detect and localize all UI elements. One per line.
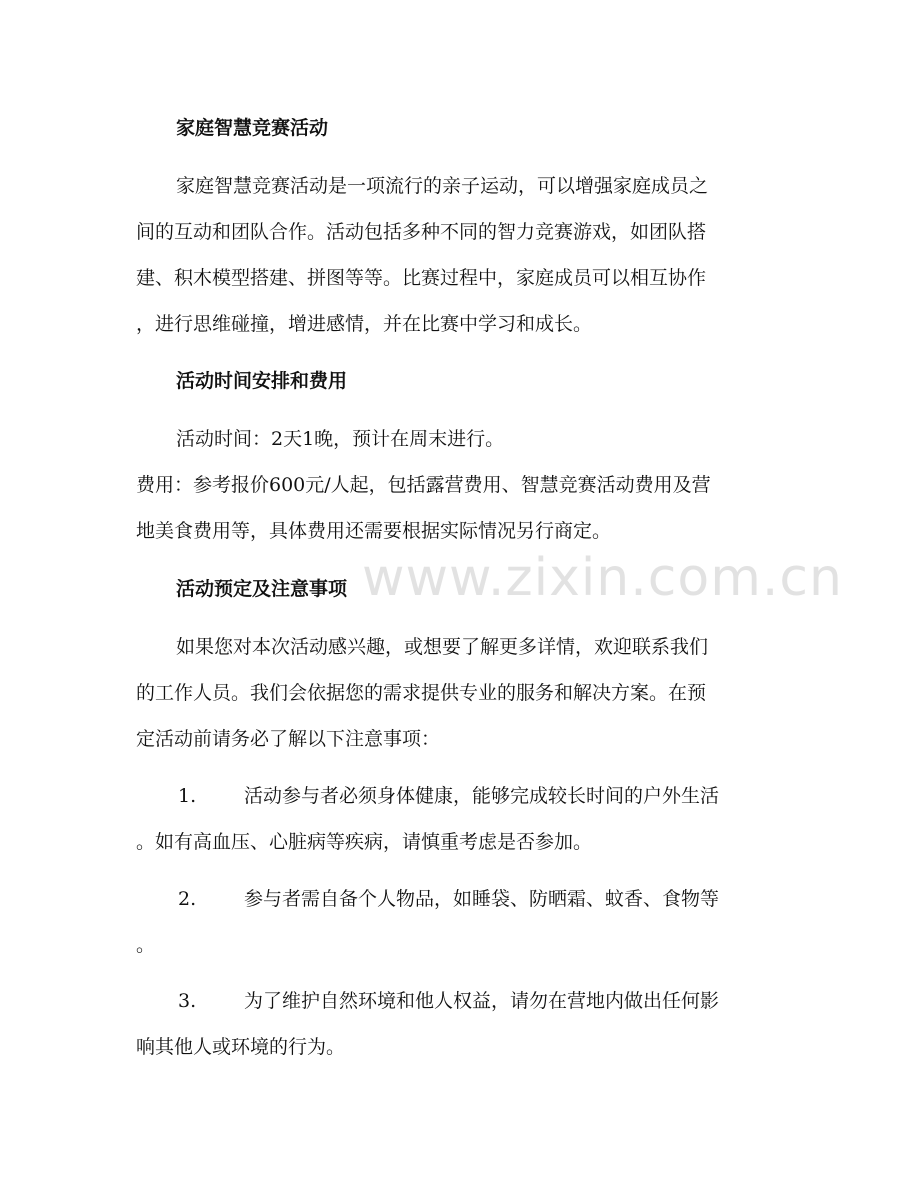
list-item [136, 876, 776, 968]
list-item-number: 2. [178, 888, 197, 910]
booking-paragraph: 如果您对本次活动感兴趣，或想要了解更多详情，欢迎联系我们 的工作人员。我们会依据您的需求提供专业的服务和解决方案。在预 定活动前请务必了解以下注意事项： [136, 636, 709, 750]
fee-paragraph: 费用：参考报价600元/人起，包括露营费用、智慧竞赛活动费用及营 地美食费用等，具体费用还需要根据实际情况另行商定。 [136, 474, 711, 542]
list-item-number: 3. [178, 990, 197, 1012]
list-item [136, 773, 776, 865]
section-heading-competition: 家庭智慧竞赛活动 [176, 117, 329, 139]
schedule-time-line: 活动时间：2天1晚，预计在周末进行。 [176, 428, 505, 450]
competition-paragraph: 家庭智慧竞赛活动是一项流行的亲子运动，可以增强家庭成员之 间的互动和团队合作。活动包括多种不同的智力竞赛游戏，如团队搭 建、积木模型搭建、拼图等等。比赛过程中，家庭成员可以相互协作 ，进行思维碰撞，增进感情，并在比赛中学习和成长。 [136, 175, 709, 335]
list-item-text: 活动参与者必须身体健康，能够完成较长时间的户外生活 。如有高血压、心脏病等疾病，请慎重考虑是否参加。 [136, 785, 720, 853]
section-heading-schedule-fees: 活动时间安排和费用 [176, 370, 348, 392]
list-item-text: 为了维护自然环境和他人权益，请勿在营地内做出任何影 响其他人或环境的行为。 [136, 990, 720, 1058]
watermark: www.zixin.com.cn [362, 548, 843, 608]
list-item-number: 1. [178, 785, 197, 807]
list-item-text: 参与者需自备个人物品，如睡袋、防晒霜、蚊香、食物等 。 [136, 888, 720, 956]
list-item [136, 978, 776, 1070]
section-heading-booking-notes: 活动预定及注意事项 [176, 578, 348, 600]
